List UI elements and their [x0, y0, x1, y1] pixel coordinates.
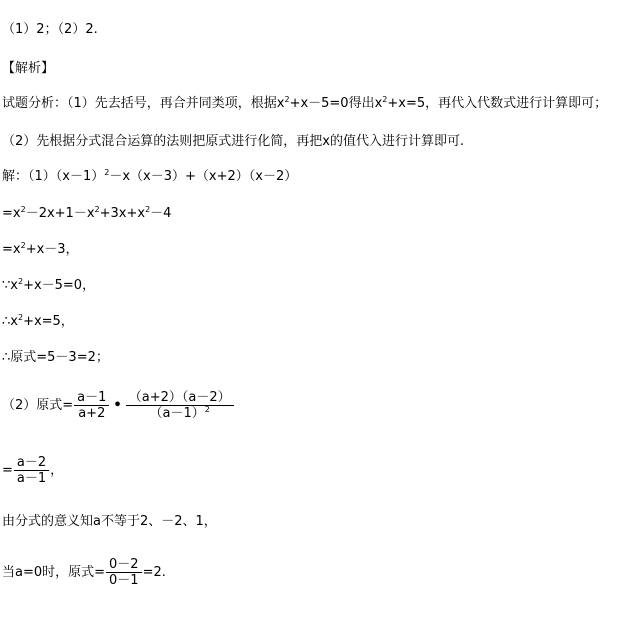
- solution-simplified-line: [2, 455, 63, 486]
- fraction-4: [106, 557, 142, 588]
- fraction-1-numerator: a－1: [77, 390, 107, 405]
- fraction-2: [126, 390, 234, 421]
- solution-line-2: $=x^2-2x+1-x^2+3x+x^2-4$: [2, 205, 172, 221]
- equals-sign: =: [2, 463, 13, 478]
- fraction-3-suffix: ，: [50, 463, 64, 478]
- fraction-4-numerator: 0－2: [109, 557, 139, 572]
- fraction-3-denominator: a－1: [14, 470, 49, 486]
- section-title: 【解析】: [2, 61, 55, 76]
- solution-line-4: $\because x^2+x-5=0$，: [2, 277, 96, 293]
- fraction-2-denominator: $(a-1)^2$: [126, 405, 234, 421]
- solution-line-1: 解：$(1)(x-1)^2-x(x-3)+(x+2)(x-2)$: [2, 168, 298, 184]
- analysis-line-2: （2）先根据分式混合运算的法则把原式进行化简，再把x的值代入进行计算即可.: [2, 134, 465, 149]
- multiply-dot: •: [113, 398, 122, 413]
- final-prefix: 当a=0时，原式=: [2, 565, 106, 580]
- fraction-4-denominator: 0－1: [106, 572, 142, 588]
- fraction-1-denominator: a+2: [74, 405, 109, 421]
- analysis-line-1: 试题分析：（1）先去括号，再合并同类项，根据$x^2+x-5=0$得出$x^2+x=5$，再代入代数式进行计算即可；: [2, 95, 608, 111]
- solution-line-6: ∴原式=5－3=2；: [2, 350, 109, 365]
- fraction-3: [14, 455, 49, 486]
- part2-prefix: （2）原式=: [2, 398, 74, 413]
- fraction-1: [74, 390, 109, 421]
- condition-line: 由分式的意义知a不等于2、－2、1，: [2, 514, 217, 529]
- solution-line-5: $\therefore x^2+x=5$，: [2, 313, 74, 329]
- final-suffix: =2.: [142, 565, 166, 580]
- fraction-2-numerator: （a+2）（a－2）: [128, 390, 231, 405]
- answer-line: （1）2；（2）2.: [2, 22, 98, 37]
- solution-line-3: $=x^2+x-3$，: [2, 241, 79, 257]
- solution-part2-line: [2, 390, 235, 421]
- fraction-3-numerator: a－2: [16, 455, 47, 470]
- final-line: [2, 557, 166, 588]
